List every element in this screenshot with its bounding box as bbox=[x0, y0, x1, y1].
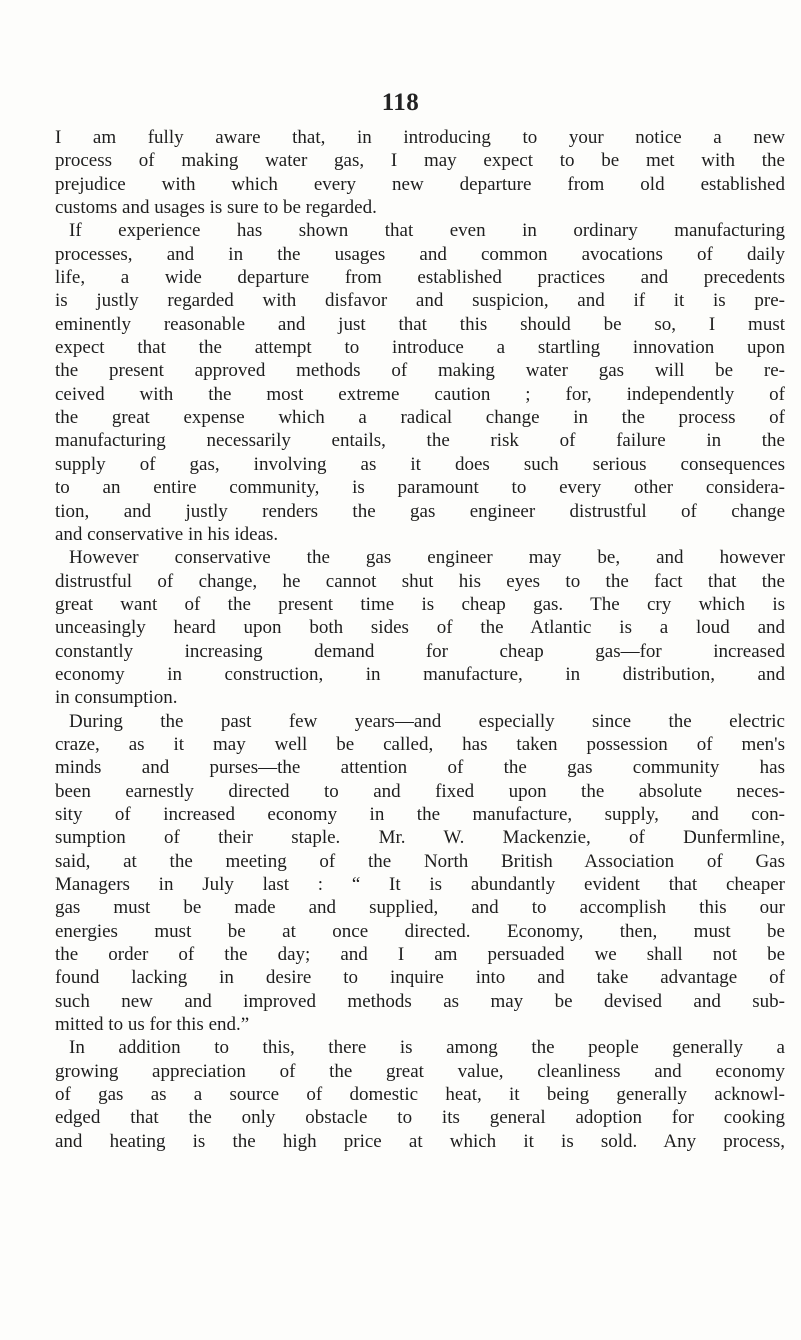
text-line: energies must be at once directed. Economy, then, must be bbox=[55, 920, 785, 942]
text-line: expect that the attempt to introduce a startling innovation upon bbox=[55, 337, 785, 359]
text-line: manufacturing necessarily entails, the risk of failure in the bbox=[55, 430, 785, 452]
text-line: minds and purses—the attention of the gas community has bbox=[55, 757, 785, 779]
text-line: is justly regarded with disfavor and suspicion, and if it is pre- bbox=[55, 290, 785, 312]
text-line: supply of gas, involving as it does such serious consequences bbox=[55, 453, 785, 475]
text-line: During the past few years—and especially since the electric bbox=[69, 710, 785, 732]
text-line: the present approved methods of making water gas will be re- bbox=[55, 360, 785, 382]
text-line: life, a wide departure from established practices and precedents bbox=[55, 267, 785, 289]
text-line: craze, as it may well be called, has taken possession of men's bbox=[55, 733, 785, 755]
text-line: and conservative in his ideas. bbox=[55, 523, 279, 545]
text-line: found lacking in desire to inquire into and take advantage of bbox=[55, 967, 785, 989]
paragraph bbox=[55, 219, 785, 546]
text-line: said, at the meeting of the North British Association of Gas bbox=[55, 850, 785, 872]
text-line: of gas as a source of domestic heat, it being generally acknowl- bbox=[55, 1084, 785, 1106]
text-line: In addition to this, there is among the people generally a bbox=[69, 1037, 785, 1059]
text-line: the great expense which a radical change in the process of bbox=[55, 407, 785, 429]
paragraph bbox=[55, 710, 785, 1037]
text-line: ceived with the most extreme caution ; for, independently of bbox=[55, 383, 785, 405]
text-line: been earnestly directed to and fixed upon the absolute neces- bbox=[55, 780, 785, 802]
text-line: unceasingly heard upon both sides of the Atlantic is a loud and bbox=[55, 617, 785, 639]
text-line: processes, and in the usages and common avocations of daily bbox=[55, 243, 785, 265]
text-line: tion, and justly renders the gas engineer distrustful of change bbox=[55, 500, 785, 522]
text-line: sity of increased economy in the manufacture, supply, and con- bbox=[55, 803, 785, 825]
text-line: edged that the only obstacle to its general adoption for cooking bbox=[55, 1107, 785, 1129]
paragraph bbox=[55, 126, 785, 219]
paragraph bbox=[55, 546, 785, 709]
text-line: in consumption. bbox=[55, 687, 178, 709]
text-line: great want of the present time is cheap gas. The cry which is bbox=[55, 593, 785, 615]
text-line: eminently reasonable and just that this should be so, I must bbox=[55, 313, 785, 335]
text-line: constantly increasing demand for cheap gas—for increased bbox=[55, 640, 785, 662]
text-line: Managers in July last : “ It is abundantly evident that cheaper bbox=[55, 874, 785, 895]
text-line: gas must be made and supplied, and to accomplish this our bbox=[55, 897, 785, 919]
text-line: the order of the day; and I am persuaded we shall not be bbox=[55, 944, 785, 966]
text-line: growing appreciation of the great value, cleanliness and economy bbox=[55, 1060, 785, 1082]
text-line: economy in construction, in manufacture, in distribution, and bbox=[55, 663, 785, 685]
text-line: such new and improved methods as may be devised and sub- bbox=[55, 990, 785, 1012]
text-line: process of making water gas, I may expect to be met with the bbox=[55, 150, 785, 172]
text-line: to an entire community, is paramount to every other considera- bbox=[55, 477, 785, 499]
text-line: and heating is the high price at which it is sold. Any process, bbox=[55, 1130, 785, 1152]
text-line: mitted to us for this end.” bbox=[55, 1014, 250, 1036]
page-number: 118 bbox=[381, 89, 420, 116]
paragraph bbox=[55, 1036, 785, 1153]
text-line: sumption of their staple. Mr. W. Mackenzie, of Dunfermline, bbox=[55, 827, 785, 849]
body-text bbox=[55, 126, 785, 1153]
text-line: distrustful of change, he cannot shut his eyes to the fact that the bbox=[55, 570, 785, 592]
text-line: However conservative the gas engineer may be, and however bbox=[69, 547, 785, 569]
text-line: I am fully aware that, in introducing to your notice a new bbox=[55, 127, 785, 148]
text-line: customs and usages is sure to be regarded. bbox=[55, 197, 377, 219]
text-line: If experience has shown that even in ordinary manufacturing bbox=[69, 220, 785, 242]
text-line: prejudice with which every new departure from old established bbox=[55, 173, 785, 195]
